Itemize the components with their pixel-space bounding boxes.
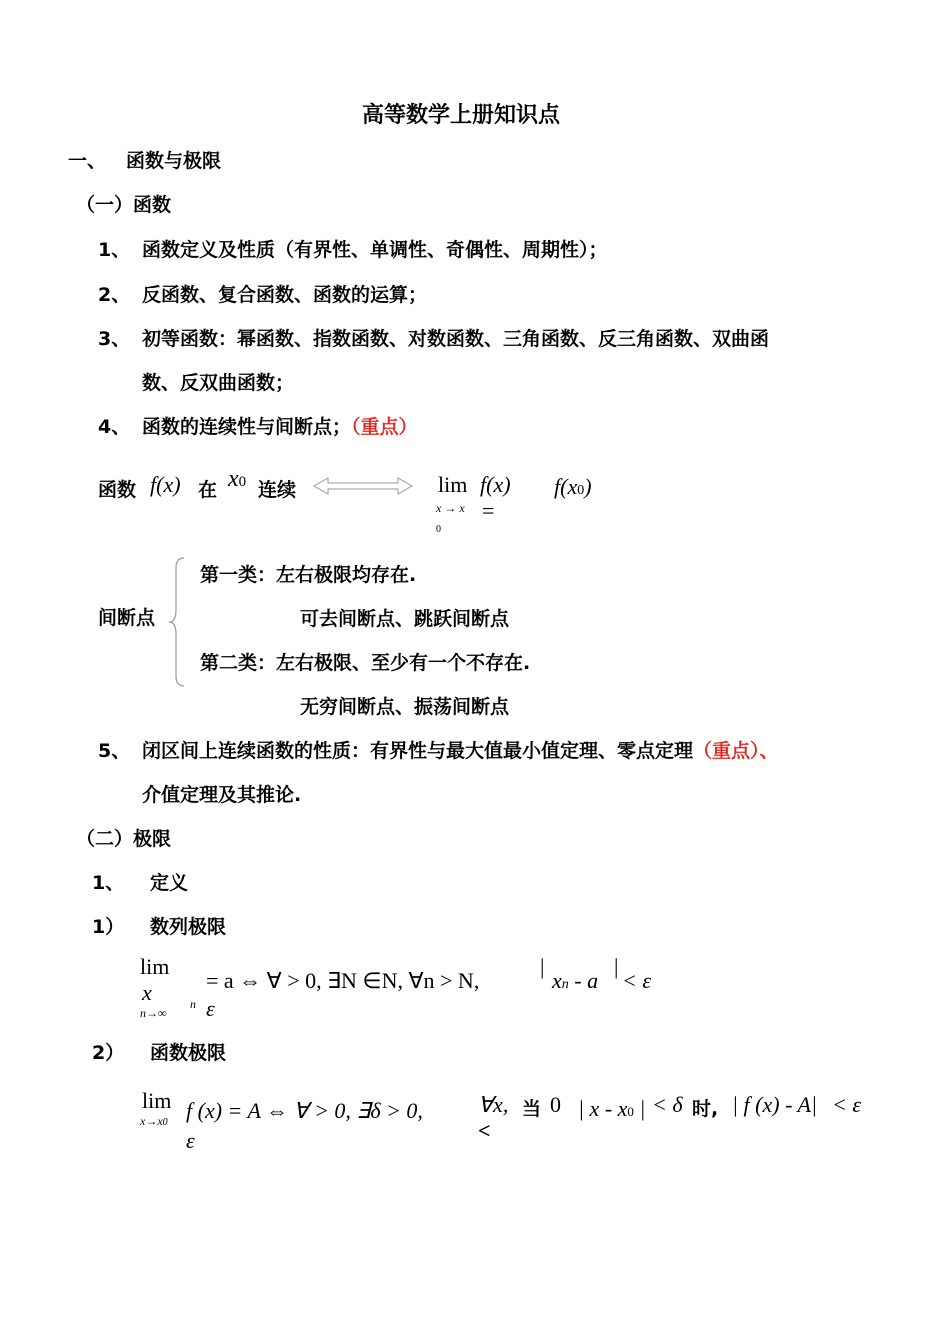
- item-4-text: [142, 412, 418, 439]
- fn-dang: 当: [522, 1098, 542, 1120]
- definition-number: 1、: [92, 872, 125, 894]
- first-kind-types: 可去间断点、跳跃间断点: [300, 608, 510, 630]
- chapter-number: 一、: [68, 150, 107, 172]
- fn-forall-x: ∀x,: [478, 1092, 509, 1117]
- seq-lim: lim: [140, 954, 170, 979]
- chapter-title: 函数与极限: [126, 150, 222, 172]
- item-4-label: 函数的连续性与间断点；: [142, 416, 352, 438]
- function-limit-number: 2）: [92, 1042, 125, 1064]
- seq-epsilon: ε: [206, 996, 215, 1021]
- fn-shi: 时,: [692, 1098, 719, 1120]
- seq-body: = a ⇔ ∀ > 0, ∃N ∈N, ∀n > N,: [206, 968, 480, 993]
- limit-subscript: x → x: [436, 501, 465, 515]
- continuity-word-function: 函数: [98, 479, 137, 501]
- page-title: 高等数学上册知识点: [362, 103, 561, 128]
- fn-lim-sub: x→x0: [140, 1114, 168, 1128]
- first-kind: 第一类：左右极限均存在.: [200, 564, 417, 586]
- seq-lt-eps: < ε: [622, 968, 652, 993]
- section-limits: （二）极限: [76, 828, 172, 850]
- fn-lt: <: [478, 1118, 491, 1143]
- fn-lt-delta: < δ: [652, 1092, 683, 1117]
- seq-n: n: [190, 997, 196, 1011]
- item-1-number: 1、: [98, 239, 131, 261]
- discontinuity-label: 间断点: [98, 607, 156, 629]
- fn-lim: lim: [142, 1088, 172, 1113]
- item-3-line1: 初等函数：幂函数、指数函数、对数函数、三角函数、反三角函数、双曲函: [142, 328, 770, 350]
- limit-operator: lim: [438, 472, 468, 497]
- second-kind-types: 无穷间断点、振荡间断点: [300, 696, 510, 718]
- seq-xn: xn - a: [552, 968, 599, 993]
- continuity-word-continuous: 连续: [258, 479, 297, 501]
- item-5-label: 闭区间上连续函数的性质：有界性与最大值最小值定理、零点定理: [142, 740, 694, 762]
- equivalence-arrow-icon: [312, 476, 414, 496]
- item-1-text: 函数定义及性质（有界性、单调性、奇偶性、周期性）；: [142, 239, 608, 261]
- definition-title: 定义: [150, 872, 189, 894]
- sequence-limit-title: 数列极限: [150, 916, 227, 938]
- limit-fx: f(x): [480, 472, 511, 497]
- item-5-line1: [142, 736, 779, 763]
- fn-zero: 0: [550, 1092, 561, 1117]
- fn-abs-fx-a: | f (x) - A|: [732, 1092, 817, 1117]
- item-3-number: 3、: [98, 328, 131, 350]
- sequence-limit-number: 1）: [92, 916, 125, 938]
- limit-subscript-zero: 0: [436, 524, 441, 535]
- fn-body: f (x) = A ⇔ ∀ > 0, ∃δ > 0,: [186, 1098, 423, 1123]
- continuity-word-at: 在: [198, 479, 218, 501]
- left-brace-icon: [166, 556, 188, 688]
- continuity-fx: f(x): [150, 472, 181, 497]
- seq-abs-left: |: [540, 954, 545, 979]
- continuity-x0: x0: [228, 466, 247, 492]
- key-point-badge-2: （重点）、: [693, 740, 779, 762]
- equals-sign: =: [482, 498, 495, 523]
- fn-abs-x-x0: | x - x0 |: [578, 1096, 646, 1121]
- function-limit-title: 函数极限: [150, 1042, 227, 1064]
- fn-epsilon: ε: [186, 1128, 195, 1153]
- second-kind: 第二类：左右极限、至少有一个不存在.: [200, 652, 531, 674]
- item-5-number: 5、: [98, 740, 131, 762]
- item-5-line2: 介值定理及其推论.: [142, 784, 302, 806]
- section-functions: （一）函数: [76, 194, 172, 216]
- item-3-line2: 数、反双曲函数；: [142, 372, 295, 394]
- item-4-number: 4、: [98, 416, 131, 438]
- fn-lt-eps: < ε: [832, 1092, 862, 1117]
- seq-abs-right: |: [614, 954, 619, 979]
- item-2-text: 反函数、复合函数、函数的运算；: [142, 284, 428, 306]
- key-point-badge: （重点）: [351, 416, 418, 438]
- seq-sub: n→∞: [140, 1006, 167, 1020]
- seq-x: x: [142, 980, 152, 1005]
- item-2-number: 2、: [98, 284, 131, 306]
- value-fx0: f(x0): [554, 474, 592, 499]
